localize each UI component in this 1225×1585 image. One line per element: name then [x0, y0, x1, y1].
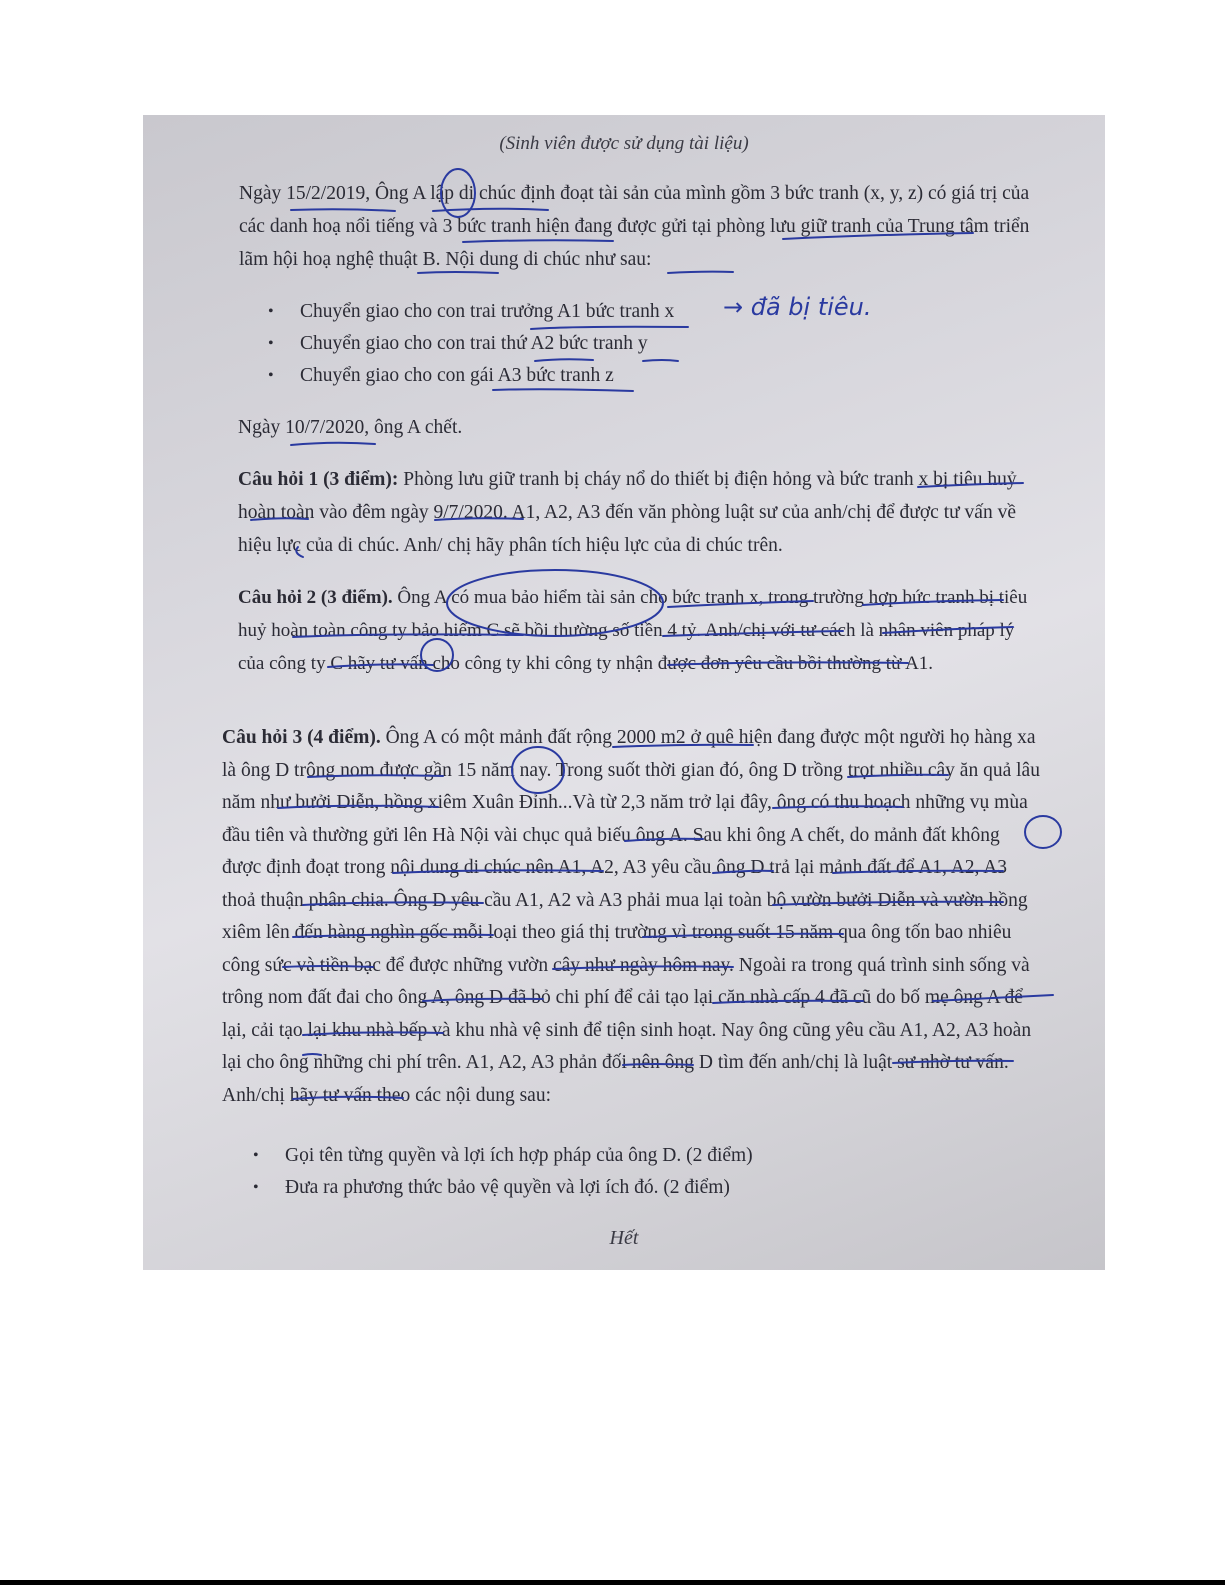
- underline-mark: [643, 934, 843, 937]
- question-1-label: Câu hỏi 1 (3 điểm):: [238, 469, 399, 490]
- underline-mark: [848, 775, 948, 777]
- circle-mark: [512, 747, 564, 793]
- underline-mark: [668, 601, 813, 607]
- underline-mark: [668, 662, 908, 665]
- underline-mark: [418, 272, 498, 273]
- underline-mark: [251, 518, 308, 520]
- underline-mark: [293, 634, 523, 637]
- circle-mark: [421, 639, 453, 671]
- circle-mark: [1025, 816, 1061, 848]
- intro-paragraph: Ngày 15/2/2019, Ông A lập di chúc định đoạt tài sản của mình gồm 3 bức tranh (x, y, z) có giá trị của các danh hoạ nổi tiếng và 3 bức tranh hiện đang được gửi tại phòng lưu giữ tranh của Trung tâm triển lãm hội hoạ nghệ thuật B. Nội dung di chúc như sau:: [239, 183, 1030, 270]
- underline-mark: [625, 839, 703, 841]
- underline-mark: [713, 871, 773, 873]
- underline-mark: [423, 999, 543, 1001]
- question-2-label: Câu hỏi 2 (3 điểm).: [238, 587, 393, 608]
- underline-mark: [293, 934, 493, 937]
- underline-mark: [783, 233, 973, 239]
- underline-mark: [623, 1064, 693, 1065]
- underline-mark: [773, 806, 903, 808]
- underline-mark: [393, 870, 603, 873]
- underline-mark: [303, 902, 483, 905]
- underline-mark: [278, 806, 438, 808]
- underline-mark: [833, 871, 1003, 873]
- underline-mark: [291, 209, 395, 211]
- subtitle: (Sinh viên được sử dụng tài liệu): [499, 133, 749, 154]
- question-2-text: Ông A có mua bảo hiểm tài sản cho bức tranh x, trong trường hợp bức tranh bị tiêu huỷ hoàn toàn công ty bảo hiểm C sẽ bồi thường số tiền 4 tỷ. Anh/chị với tư cách là nhân viên pháp lý của công ty C hãy tư vấn cho công ty khi công ty nhận được đơn yêu cầu bồi thường từ A1.: [238, 587, 1028, 674]
- exam-sheet: [143, 115, 1105, 1270]
- scanned-photo: [143, 115, 1105, 1270]
- list-item: • Chuyển giao cho con gái A3 bức tranh z: [242, 360, 674, 392]
- death-note: Ngày 10/7/2020, ông A chết.: [238, 417, 463, 438]
- underline-mark: [435, 518, 523, 520]
- list-item: • Chuyển giao cho con trai trưởng A1 bức tranh x: [242, 296, 674, 328]
- underline-mark: [308, 775, 443, 777]
- underline-mark: [893, 1061, 1013, 1063]
- underline-mark: [613, 745, 753, 747]
- underline-mark: [643, 360, 678, 361]
- underline-mark: [663, 631, 843, 636]
- circle-mark: [447, 570, 663, 636]
- underline-mark: [303, 1032, 443, 1035]
- underline-mark: [433, 209, 548, 211]
- underline-mark: [863, 600, 1003, 605]
- underline-mark: [463, 240, 613, 242]
- pen-annotations: [143, 115, 1105, 1270]
- underline-mark: [668, 272, 733, 273]
- list-item: • Gọi tên từng quyền và lợi ích hợp pháp của ông D. (2 điểm): [227, 1140, 753, 1172]
- underline-mark: [918, 483, 1023, 487]
- underline-mark: [293, 1097, 403, 1099]
- underline-mark: [283, 966, 373, 967]
- list-item: • Đưa ra phương thức bảo vệ quyền và lợi ích đó. (2 điểm): [227, 1172, 753, 1204]
- end-mark: Hết: [609, 1227, 639, 1249]
- underline-mark: [773, 902, 1003, 905]
- underline-mark: [933, 995, 1053, 1001]
- underline-mark: [291, 443, 375, 445]
- underline-mark: [531, 327, 688, 329]
- handwritten-note: → đã bị tiêu.: [723, 293, 872, 321]
- underline-mark: [553, 966, 733, 969]
- stroke-mark: [303, 1054, 321, 1055]
- question-3-text: Ông A có một mảnh đất rộng 2000 m2 ở quê hiện đang được một người họ hàng xa là ông D trông nom được gần 15 năm nay. Trong suốt thời gian đó, ông D trồng trọt nhiều cây ăn quả lâu năm như bưởi Diễn, hồng xiêm Xuân Đỉnh...Và từ 2,3 năm trở lại đây, ông có thu hoạch những vụ mùa đầu tiên và thường gửi lên Hà Nội vài chục quả biếu ông A. Sau khi ông A chết, do mảnh đất không được định đoạt trong nội dung di chúc nên A1, A2, A3 yêu cầu ông D trả lại mảnh đất để A1, A2, A3 thoả thuận phân chia. Ông D yêu cầu A1, A2 và A3 phải mua lại toàn bộ vườn bưởi Diễn và vườn hồng xiêm lên đến hàng nghìn gốc mỗi loại theo giá thị trường vì trong suốt 15 năm qua ông tốn bao nhiêu công sức và tiền bạc để được những vườn cây như ngày hôm nay. Ngoài ra trong quá trình sinh sống và trông nom đất đai cho ông A, ông D đã bỏ chi phí để cải tạo lại căn nhà cấp 4 đã cũ do bố mẹ ông A để lại, cải tạo lại khu nhà bếp và khu nhà vệ sinh để tiện sinh hoạt. Nay ông cũng yêu cầu A1, A2, A3 hoàn lại cho ông những chi phí trên. A1, A2, A3 phản đối nên ông D tìm đến anh/chị là luật sư nhờ tư vấn. Anh/chị hãy tư vấn theo các nội dung sau:: [222, 727, 1040, 1106]
- bottom-rule: [0, 1580, 1225, 1585]
- underline-mark: [493, 389, 633, 391]
- underline-mark: [713, 1001, 863, 1003]
- question-1-text: Phòng lưu giữ tranh bị cháy nổ do thiết bị điện hỏng và bức tranh x bị tiêu huỷ hoàn toàn vào đêm ngày 9/7/2020. A1, A2, A3 đến văn phòng luật sư của anh/chị để được tư vấn về hiệu lực của di chúc. Anh/ chị hãy phân tích hiệu lực của di chúc trên.: [238, 469, 1017, 556]
- underline-mark: [535, 359, 593, 361]
- list-item: • Chuyển giao cho con trai thứ A2 bức tranh y: [242, 328, 674, 360]
- question-3-label: Câu hỏi 3 (4 điểm).: [222, 727, 381, 748]
- underline-mark: [883, 627, 1013, 633]
- underline-mark: [328, 664, 433, 667]
- stroke-mark: [296, 547, 303, 557]
